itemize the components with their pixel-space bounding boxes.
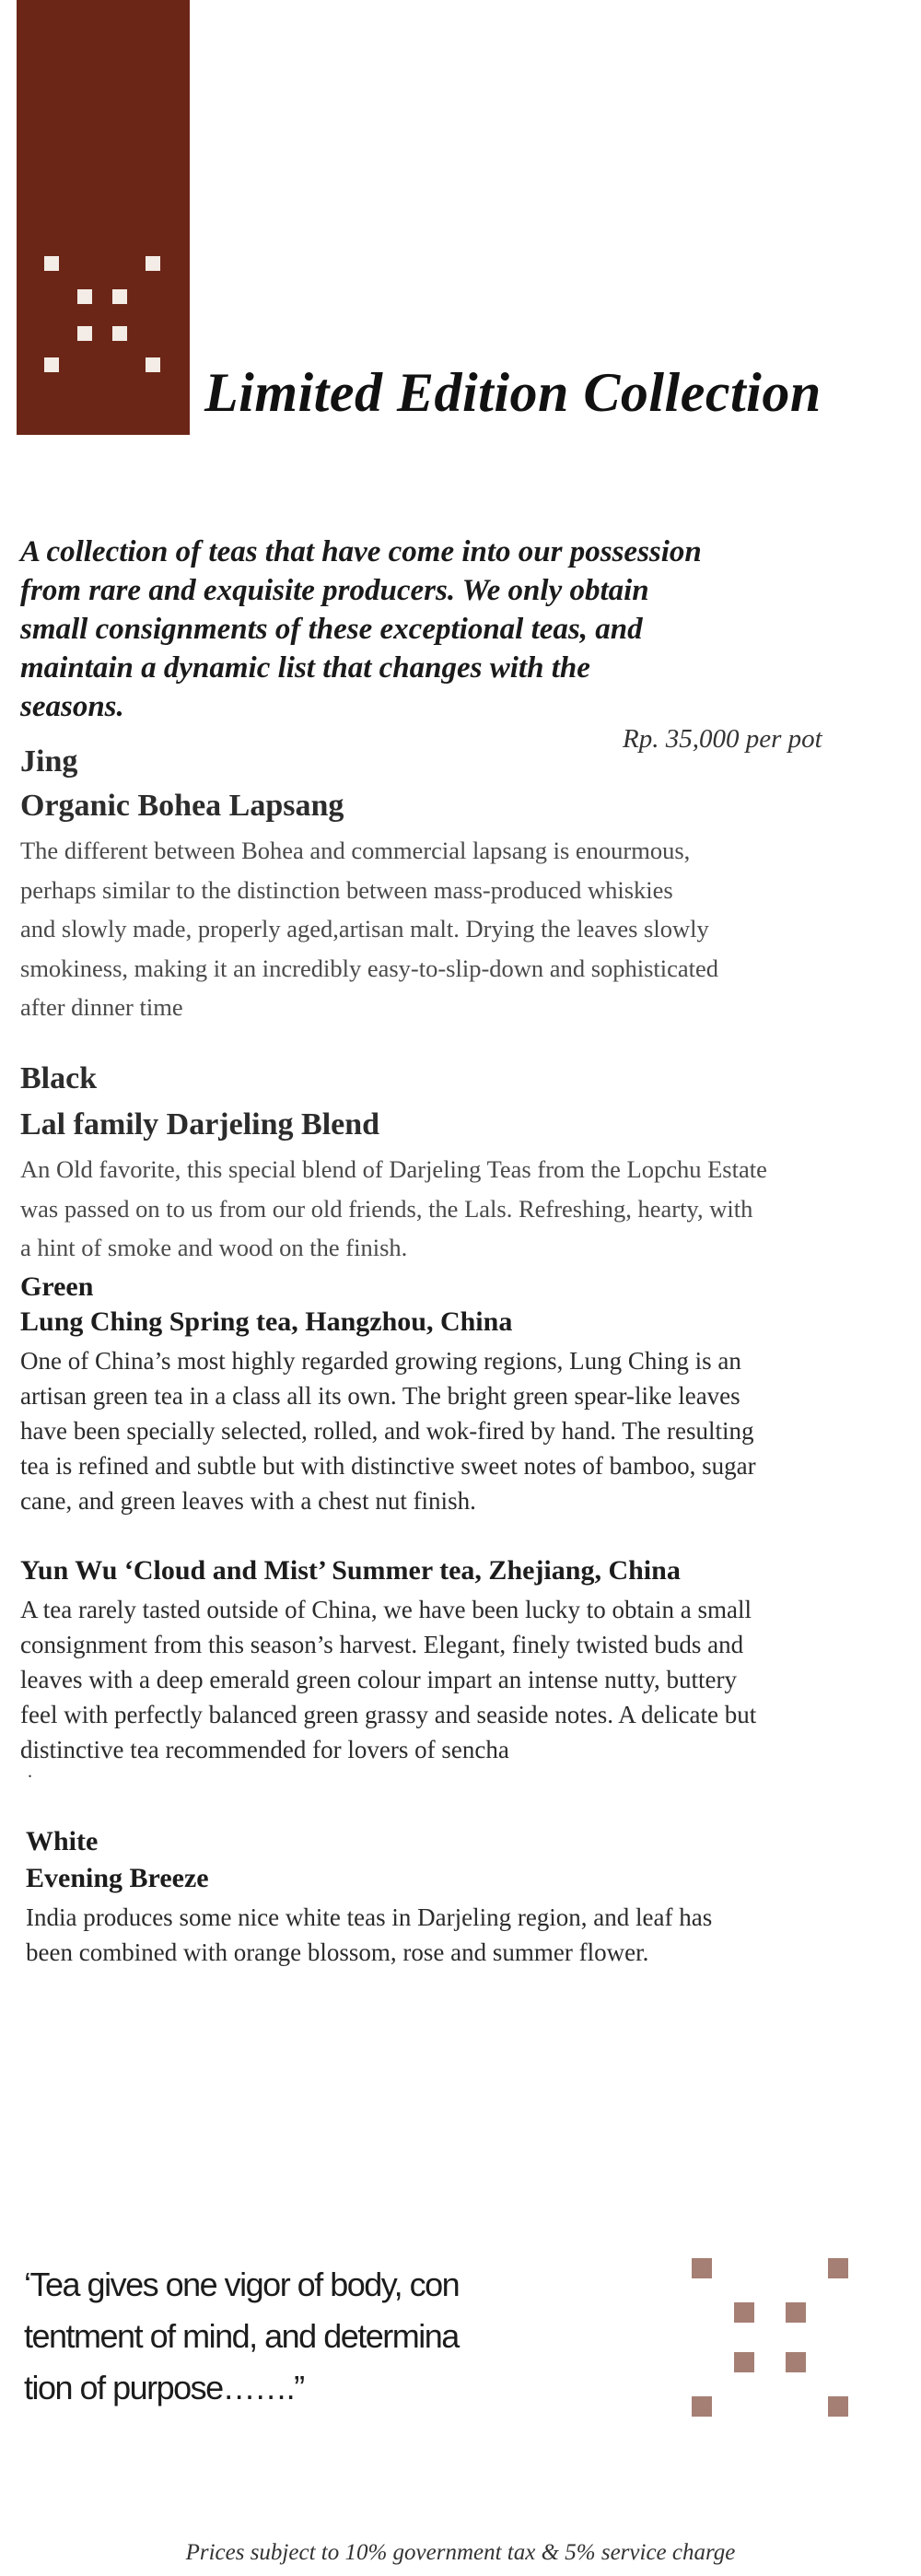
description-line: leaves with a deep emerald green colour impart an intense nutty, buttery	[20, 1666, 737, 1693]
intro-line: A collection of teas that have come into our possession	[20, 535, 702, 568]
intro-line: from rare and exquisite producers. We only obtain	[20, 574, 649, 607]
intro-line: small consignments of these exceptional teas, and	[20, 613, 643, 646]
description-line: consignment from this season’s harvest. Elegant, finely twisted buds and	[20, 1631, 744, 1658]
category-black: Black	[20, 1061, 98, 1095]
description-line: was passed on to us from our old friends, the Lals. Refreshing, hearty, with	[20, 1194, 753, 1223]
tea-description-white	[26, 1900, 855, 1970]
brand-banner	[17, 0, 190, 435]
stray-dot: .	[28, 1762, 32, 1782]
quote-line: tentment of mind, and determina	[24, 2317, 459, 2355]
description-line: feel with perfectly balanced green grassy and seaside notes. A delicate but	[20, 1701, 757, 1728]
description-line: cane, and green leaves with a chest nut finish.	[20, 1487, 476, 1515]
price-label: Rp. 35,000 per pot	[623, 724, 822, 754]
description-line: The different between Bohea and commercial lapsang is enourmous,	[20, 837, 691, 864]
description-line: distinctive tea recommended for lovers of sencha	[20, 1736, 509, 1763]
page-title: Limited Edition Collection	[204, 362, 822, 423]
description-line: artisan green tea in a class all its own. The bright green spear-like leaves	[20, 1382, 740, 1410]
category-white: White	[26, 1826, 99, 1856]
description-line: One of China’s most highly regarded growing regions, Lung Ching is an	[20, 1347, 741, 1375]
description-line: been combined with orange blossom, rose and summer flower.	[26, 1938, 649, 1966]
description-line: tea is refined and subtle but with distinctive sweet notes of bamboo, sugar	[20, 1452, 756, 1480]
tea-description-jing	[20, 831, 849, 1027]
tea-name-lung-ching-spring-tea: Lung Ching Spring tea, Hangzhou, China	[20, 1306, 513, 1337]
tea-description-green	[20, 1343, 868, 1518]
description-line: a hint of smoke and wood on the finish.	[20, 1234, 408, 1261]
tea-name-lal-family-darjeling-blend: Lal family Darjeling Blend	[20, 1107, 380, 1142]
description-line: An Old favorite, this special blend of Darjeling Teas from the Lopchu Estate	[20, 1155, 767, 1183]
intro-text	[20, 533, 849, 726]
description-line: perhaps similar to the distinction between mass-produced whiskies	[20, 875, 673, 904]
tea-name-organic-bohea-lapsang: Organic Bohea Lapsang	[20, 789, 344, 823]
category-green: Green	[20, 1271, 94, 1302]
description-line: after dinner time	[20, 993, 183, 1021]
description-line: A tea rarely tasted outside of China, we have been lucky to obtain a small	[20, 1596, 752, 1623]
description-line: and slowly made, properly aged,artisan malt. Drying the leaves slowly	[20, 915, 709, 943]
quote-line: tion of purpose…….”	[24, 2369, 304, 2406]
tea-quote	[24, 2259, 521, 2414]
category-jing: Jing	[20, 744, 78, 779]
tea-name-yun-wu-cloud-and-mist: Yun Wu ‘Cloud and Mist’ Summer tea, Zhejiang, China	[20, 1555, 681, 1586]
description-line: smokiness, making it an incredibly easy-to-slip-down and sophisticated	[20, 954, 719, 982]
tea-description-black	[20, 1150, 868, 1268]
description-line: have been specially selected, rolled, and wok-fired by hand. The resulting	[20, 1417, 754, 1445]
description-line: India produces some nice white teas in Darjeling region, and leaf has	[26, 1903, 713, 1931]
price-footnote: Prices subject to 10% government tax & 5% service charge	[185, 2540, 736, 2565]
tea-name-evening-breeze: Evening Breeze	[26, 1863, 209, 1893]
tea-description-yun-wu	[20, 1592, 868, 1767]
intro-line: seasons.	[20, 690, 124, 723]
intro-line: maintain a dynamic list that changes with the	[20, 651, 590, 685]
quote-line: ‘Tea gives one vigor of body, con	[24, 2266, 460, 2303]
